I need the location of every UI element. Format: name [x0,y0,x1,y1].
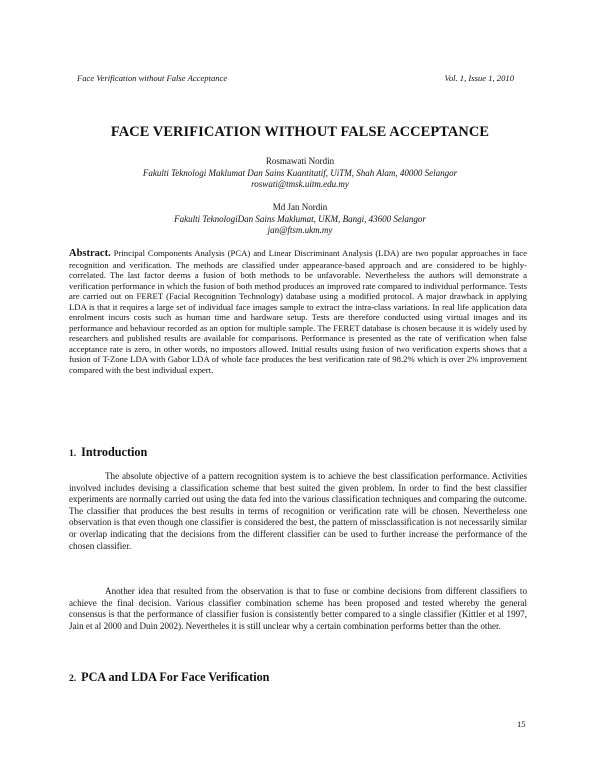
author-affiliation: Fakulti TeknologiDan Sains Maklumat, UKM, Bangi, 43600 Selangor [174,213,426,224]
abstract-label: Abstract. [69,248,111,259]
section-title: Introduction [81,445,148,459]
body-paragraph: The absolute objective of a pattern recognition system is to achieve the best classification performance. Activities involved includes devising a classification scheme that best suited the given problem. In order to find the best classifier experiments are normally carried out using the data fed into the various classification techniques and comparing the outcome. The classifier that produces the best results in terms of recognition or verification rate will be chosen. Nevertheless one observation is that even though one classifier is considered the best, the pattern of missclassification is not necessarily similar or overlap indicating that the decisions from the different classifier can be used to further increase the performance of the chosen classifier. [69,471,527,551]
section-heading [69,670,269,685]
running-title: Face Verification without False Acceptance [77,73,228,83]
abstract-text: Principal Components Analysis (PCA) and Linear Discriminant Analysis (LDA) are two popular approaches in face recognition and verification. The methods are classified under appearance-based approach and are considered to be highly-correlated. The last factor deems a fusion of both methods to be unfavorable. Nevertheless the authors will demonstrate a verification performance in which the fusion of both method produces an improved rate compared to individual performance. Tests are carried out on FERET (Facial Recognition Technology) database using a modified protocol. A major drawback in applying LDA is that it requires a large set of individual face images sample to extract the intra-class variations. In real life application data enrolment incurs costs such as human time and hardware setup. Tests are therefore conducted using virtual images and its performance and behaviour recorded as an option for multiple sample. The FERET database is chosen because it is widely used by researchers and published results are available for comparisons. Performance is presented as the rate of verification when false acceptance rate is zero, in other words, no impostors allowed. Initial results using fusion of two verification experts shows that a fusion of T-Zone LDA with Gabor LDA of whole face produces the best verification rate of 98.2% which is over 2% improvement compared with the best individual expert. [69,248,527,376]
author-email: jan@ftsm.ukm.my [267,225,333,236]
running-header [77,73,514,83]
author-affiliation: Fakulti Teknologi Maklumat Dan Sains Kuantitatif, UiTM, Shah Alam, 40000 Selangor [142,167,458,178]
section-number: 1. [69,449,77,459]
author-block [0,156,600,191]
author-name: Rosmawati Nordin [265,156,335,166]
section-heading [69,445,147,460]
paper-title: FACE VERIFICATION WITHOUT FALSE ACCEPTANCE [110,124,490,140]
body-paragraph: Another idea that resulted from the observation is that to fuse or combine decisions from different classifiers to achieve the final decision. Various classifier combination scheme has been proposed and tested whereby the general consensus is that the performance of classifier fusion is consistently better compared to a single classifier (Kittler et al 1997, Jain et al 2000 and Duin 2002). Nevertheles it is still unclear why a certain combination performs better than the other. [69,586,527,631]
volume-info: Vol. 1, Issue 1, 2010 [444,73,514,83]
author-name: Md Jan Nordin [272,202,328,212]
section-title: PCA and LDA For Face Verification [81,670,270,684]
page-number: 15 [517,719,526,729]
author-email: roswati@tmsk.uitm.edu.my [251,179,349,190]
abstract [69,248,527,376]
section-number: 2. [69,674,77,684]
author-block [0,202,600,237]
